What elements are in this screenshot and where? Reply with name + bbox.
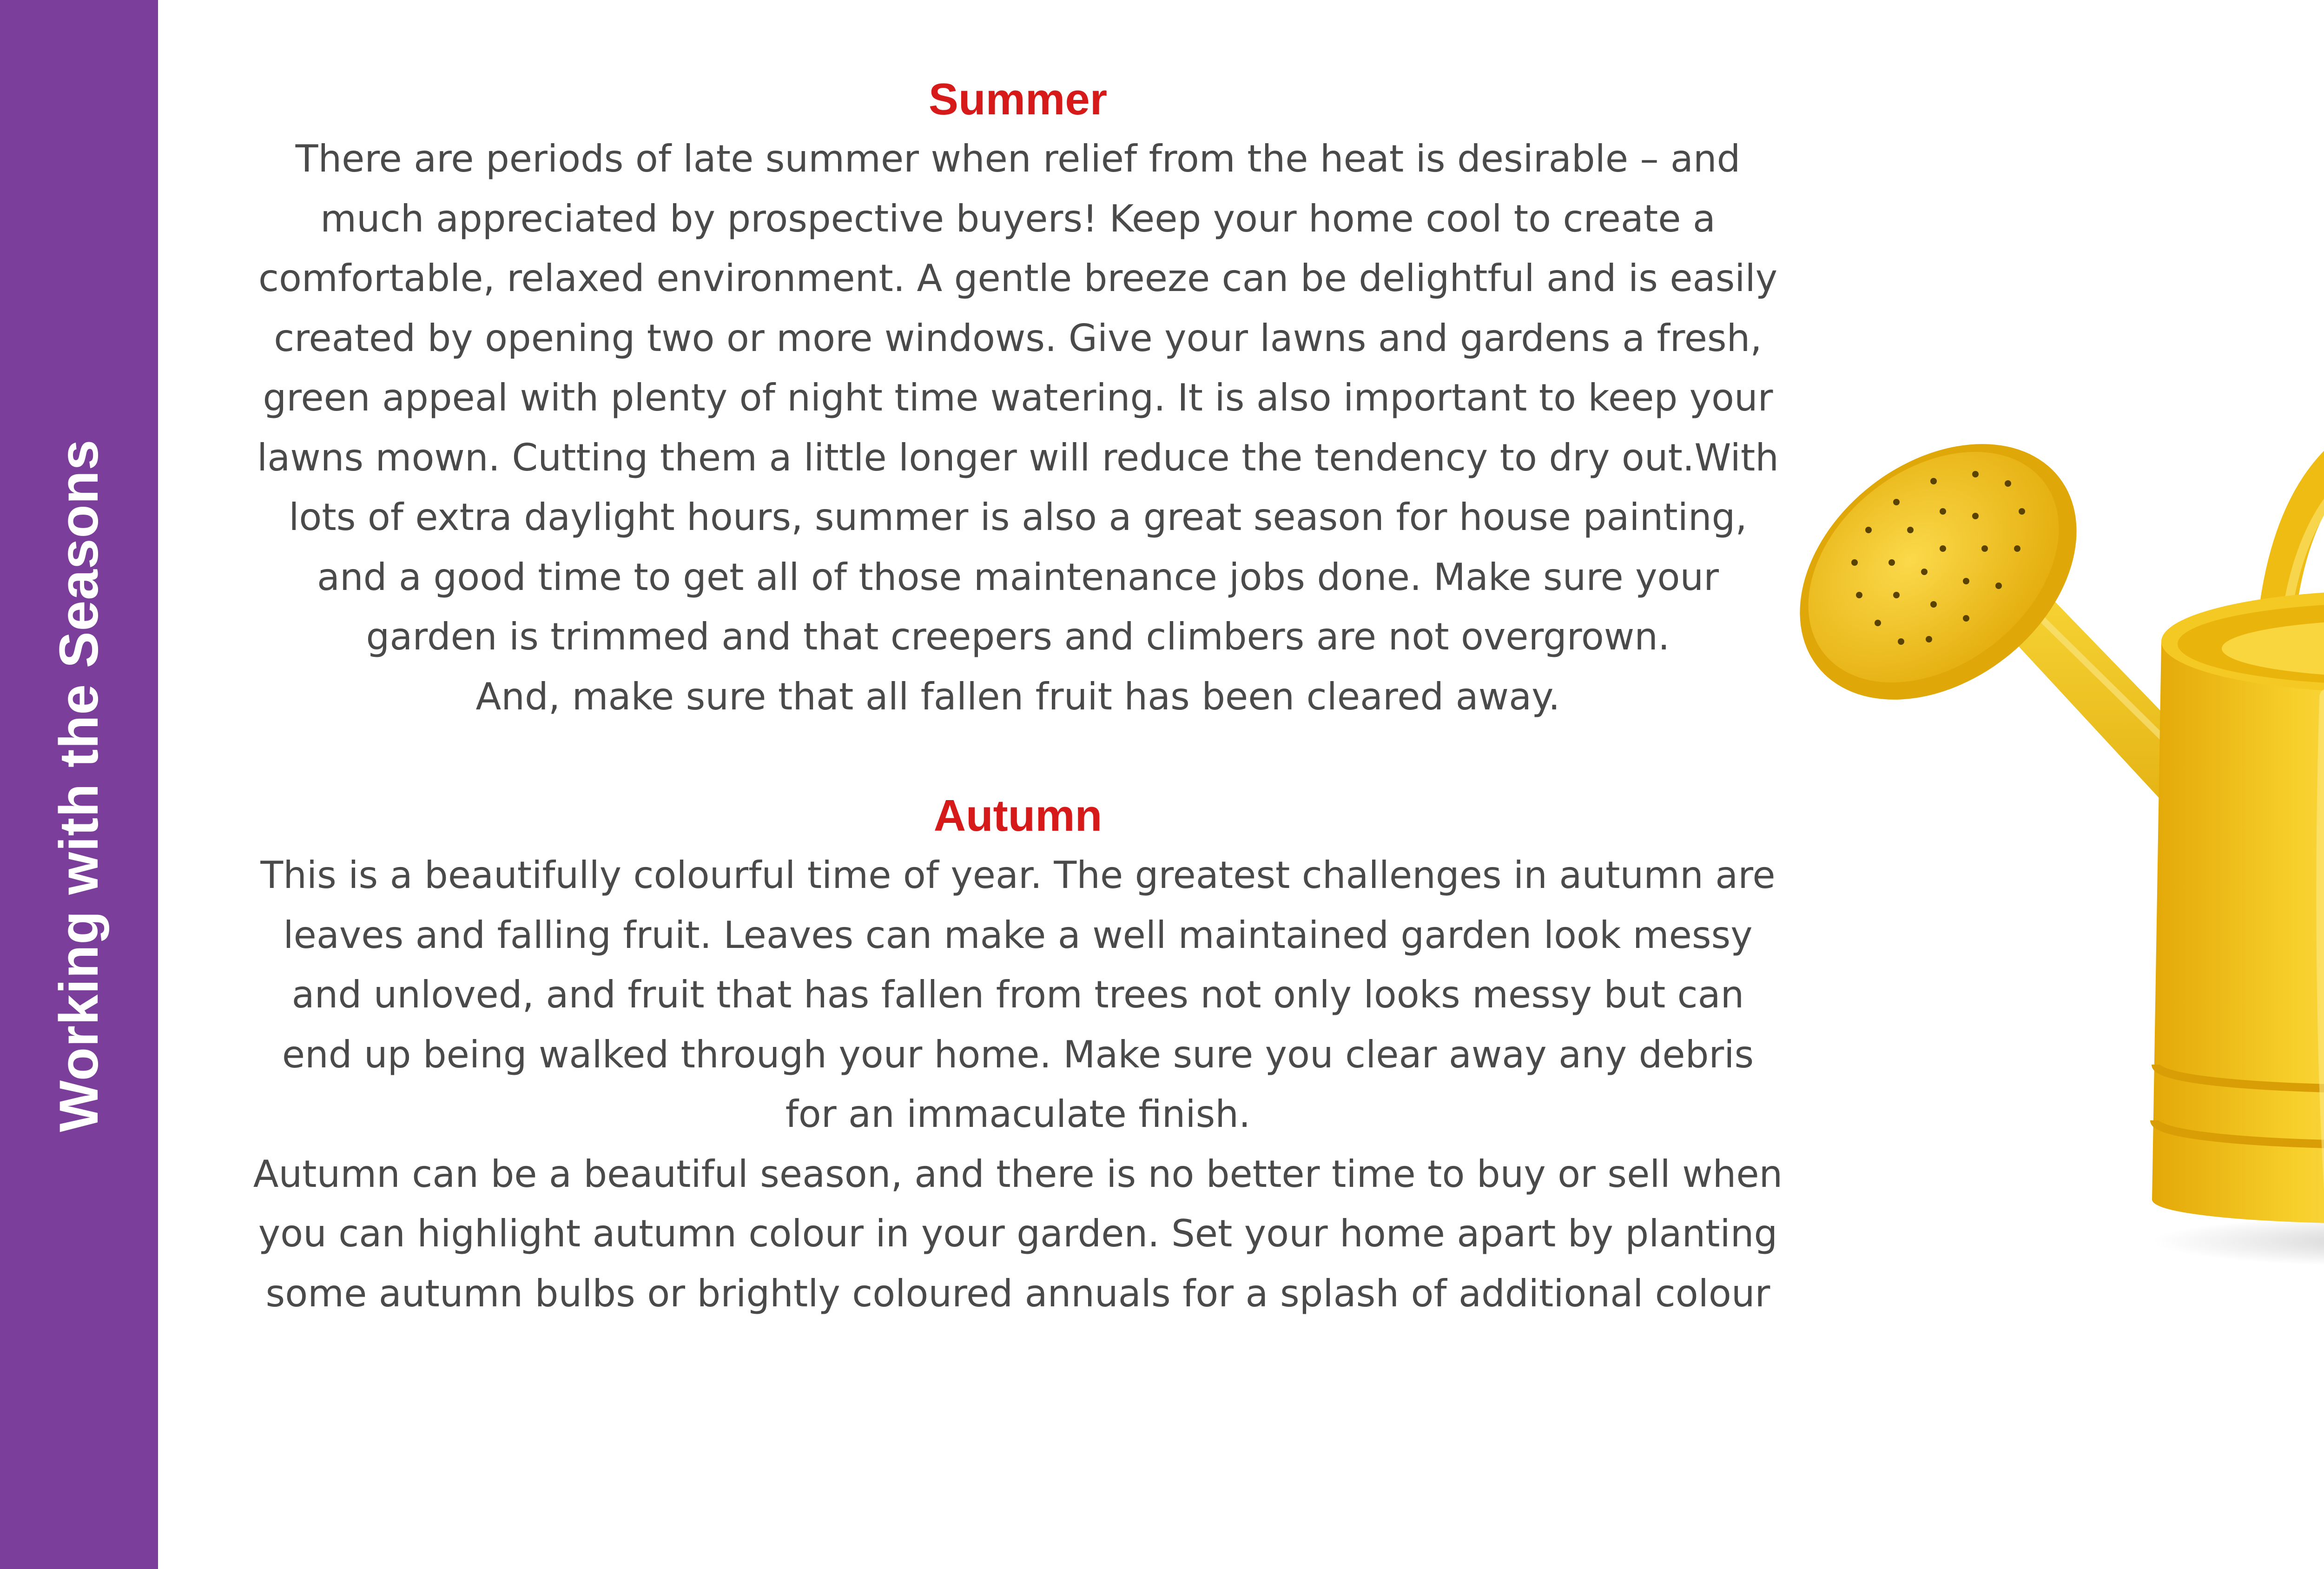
section-gap	[251, 727, 1785, 786]
paragraph: This is a beautifully colourful time of year. The greatest challenges in autumn are leaves and falling fruit. Leaves can make a well maintained garden look messy and unloved, and fruit that has fallen from trees not only looks messy but can end up being walked through your home. Make sure you clear away any debris for an immaculate finish.	[260, 854, 1776, 1136]
section-heading: Autumn	[933, 791, 1103, 841]
section-body	[251, 846, 1785, 1324]
paragraph: And, make sure that all fallen fruit has been cleared away.	[475, 675, 1560, 718]
section-autumn	[251, 786, 1785, 1324]
main-content	[251, 70, 1785, 1324]
paragraph: Autumn can be a beautiful season, and there is no better time to buy or sell when you can highlight autumn colour in your garden. Set your home apart by planting some autumn bulbs or brightly coloured annuals for a splash of additional colour	[253, 1152, 1783, 1315]
section-heading: Summer	[928, 74, 1108, 124]
section-summer	[251, 70, 1785, 727]
watering-can-icon	[1780, 381, 2324, 1283]
sidebar	[0, 0, 158, 1569]
paragraph: There are periods of late summer when relief from the heat is desirable – and much appreciated by prospective buyers! Keep your home cool to create a comfortable, relaxed environment. A gentle breeze can be delightful and is easily created by opening two or more windows. Give your lawns and gardens a fresh, green appeal with plenty of night time watering. It is also important to keep your lawns mown. Cutting them a little longer will reduce the tendency to dry out.With lots of extra daylight hours, summer is also a great season for house painting, and a good time to get all of those maintenance jobs done. Make sure your garden is trimmed and that creepers and climbers are not overgrown.	[257, 137, 1779, 658]
section-body	[251, 129, 1785, 727]
sidebar-title: Working with the Seasons	[48, 439, 110, 1132]
